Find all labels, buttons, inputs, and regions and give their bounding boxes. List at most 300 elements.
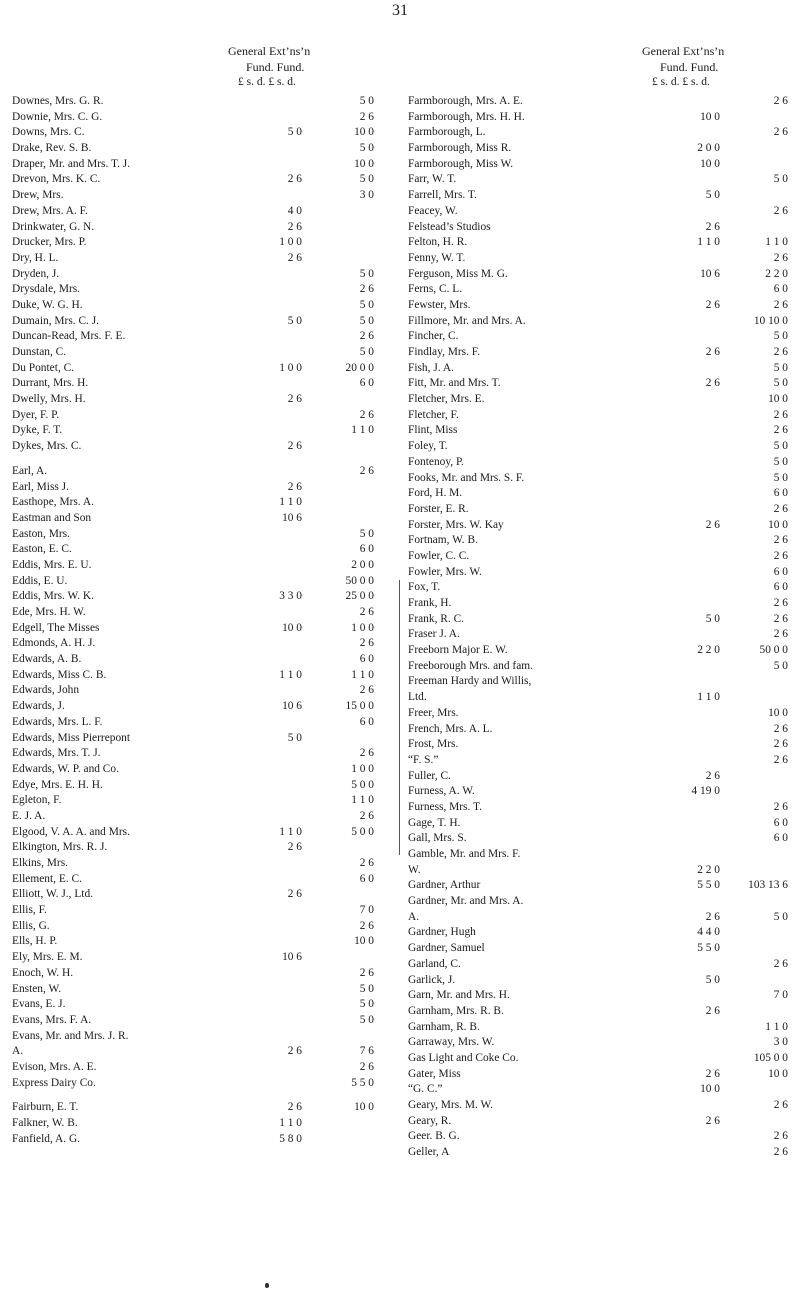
extension-fund-amount: 7 0 [359, 904, 374, 917]
extension-fund-amount: 6 0 [359, 653, 374, 666]
general-fund-amount: 2 6 [287, 841, 302, 854]
donor-name: Downie, Mrs. C. G. [12, 110, 103, 123]
extension-fund-amount: 2 6 [773, 628, 788, 641]
donor-name: Gall, Mrs. S. [408, 832, 467, 845]
list-item [408, 1129, 792, 1145]
donor-name: Farmborough, L. [408, 126, 486, 139]
donor-name: Egleton, F. [12, 794, 62, 807]
list-item [408, 941, 792, 957]
donor-name: Geer. B. G. [408, 1130, 460, 1143]
general-fund-amount: 5 0 [705, 189, 720, 202]
list-item [408, 800, 792, 816]
extension-fund-amount: 6 0 [773, 832, 788, 845]
donor-name: Drew, Mrs. A. F. [12, 204, 88, 217]
donor-name: Forster, Mrs. W. Kay [408, 518, 504, 531]
list-item [12, 94, 384, 110]
extension-fund-amount: 5 0 [359, 998, 374, 1011]
donor-name: Furness, Mrs. T. [408, 800, 482, 813]
list-item [408, 753, 792, 769]
list-item [12, 125, 384, 141]
extension-fund-amount: 10 0 [354, 1101, 374, 1114]
list-item [12, 423, 384, 439]
donor-name: Ellis, F. [12, 904, 47, 917]
list-item [12, 329, 384, 345]
list-item [12, 220, 384, 236]
general-fund-amount: 2 6 [287, 251, 302, 264]
list-item [12, 762, 384, 778]
general-fund-amount: 2 6 [705, 220, 720, 233]
extension-fund-amount: 2 6 [773, 800, 788, 813]
general-fund-amount: 5 5 0 [697, 942, 720, 955]
list-item [12, 527, 384, 543]
extension-fund-amount: 1 0 0 [351, 762, 374, 775]
donor-name: Gardner, Hugh [408, 926, 476, 939]
general-fund-amount: 5 0 [705, 973, 720, 986]
list-item [408, 816, 792, 832]
page-number: 31 [392, 2, 408, 19]
donor-name: Feacey, W. [408, 204, 458, 217]
donor-name: Fish, J. A. [408, 361, 454, 374]
list-item [408, 643, 792, 659]
donor-name: Elliott, W. J., Ltd. [12, 888, 94, 901]
list-item [408, 627, 792, 643]
list-item [408, 988, 792, 1004]
donor-name: Edwards, John [12, 684, 80, 697]
general-fund-amount: 4 19 0 [691, 785, 720, 798]
extension-fund-amount: 2 6 [773, 597, 788, 609]
donor-name: Ely, Mrs. E. M. [12, 951, 83, 964]
donor-name: Fairburn, E. T. [12, 1101, 79, 1114]
extension-fund-amount: 2 6 [773, 1099, 788, 1111]
extension-fund-amount: 2 6 [773, 612, 788, 625]
list-item [408, 220, 792, 236]
extension-fund-amount: 2 6 [359, 684, 374, 697]
extension-fund-amount: 5 0 [359, 982, 374, 995]
donor-name: Eastman and Son [12, 511, 92, 524]
extension-fund-amount: 3 0 [773, 1036, 788, 1049]
list-item [408, 455, 792, 471]
extension-fund-amount: 1 1 0 [351, 424, 374, 437]
list-item [408, 172, 792, 188]
general-fund-amount: 2 0 0 [697, 142, 720, 155]
list-item [408, 282, 792, 298]
extension-fund-amount: 10 0 [354, 126, 374, 139]
extension-fund-amount: 2 6 [773, 204, 788, 217]
list-item [408, 878, 792, 894]
list-item [408, 847, 792, 863]
list-item [408, 533, 792, 549]
donor-name: Edwards, Mrs. L. F. [12, 715, 103, 728]
list-item [408, 1082, 792, 1098]
donor-name: Garraway, Mrs. W. [408, 1036, 495, 1049]
general-fund-amount: 10 6 [700, 267, 720, 280]
extension-fund-amount: 2 6 [773, 753, 788, 766]
extension-fund-amount: 5 0 [359, 1013, 374, 1026]
list-item [408, 894, 792, 910]
extension-fund-amount: 2 6 [773, 534, 788, 547]
extension-fund-amount: 6 0 [773, 565, 788, 578]
extension-fund-amount: 2 6 [773, 738, 788, 751]
list-item [12, 345, 384, 361]
donor-name: Du Pontet, C. [12, 361, 75, 374]
donor-name: Ferns, C. L. [408, 283, 463, 296]
general-fund-amount: 1 1 0 [279, 496, 302, 509]
donor-name: Ellement, E. C. [12, 872, 82, 885]
general-fund-amount: 5 0 [287, 126, 302, 139]
list-item [12, 668, 384, 684]
list-item [12, 1100, 384, 1116]
donor-name: Easton, E. C. [12, 543, 72, 556]
general-fund-amount: 3 3 0 [279, 590, 302, 603]
extension-fund-amount: 5 0 [359, 267, 374, 280]
list-item [12, 887, 384, 903]
list-item [12, 982, 384, 998]
donor-name: Fowler, Mrs. W. [408, 565, 482, 578]
list-item [408, 1114, 792, 1130]
donor-name: Gas Light and Coke Co. [408, 1051, 519, 1064]
extension-fund-amount: 2 6 [359, 110, 374, 123]
extension-fund-amount: 5 0 [359, 298, 374, 311]
donor-name: Dwelly, Mrs. H. [12, 393, 86, 406]
extension-fund-amount: 10 0 [354, 157, 374, 170]
donor-name: Forster, E. R. [408, 502, 469, 515]
list-item [12, 267, 384, 283]
extension-fund-amount: 6 0 [773, 283, 788, 296]
donor-name: Gage, T. H. [408, 816, 461, 829]
general-fund-amount: 2 6 [705, 1114, 720, 1127]
donor-name: “F. S.” [408, 753, 439, 766]
extension-fund-amount: 10 0 [354, 935, 374, 948]
donor-name: Fowler, C. C. [408, 549, 470, 562]
right-header-title: General Ext’ns’n [642, 44, 725, 58]
donor-name: Fooks, Mr. and Mrs. S. F. [408, 471, 525, 484]
list-item [408, 925, 792, 941]
donor-name: Edmonds, A. H. J. [12, 637, 96, 650]
list-item [12, 872, 384, 888]
donor-name: Frank, R. C. [408, 612, 465, 625]
general-fund-amount: 1 1 0 [697, 236, 720, 249]
donor-name: Freer, Mrs. [408, 706, 459, 719]
extension-fund-amount: 5 0 0 [351, 825, 374, 838]
extension-fund-amount: 1 1 0 [765, 1020, 788, 1033]
donor-name: Geary, Mrs. M. W. [408, 1099, 493, 1111]
list-item [12, 298, 384, 314]
donor-name: Dunstan, C. [12, 346, 67, 358]
list-item [12, 1076, 384, 1092]
donor-name: Fletcher, F. [408, 408, 459, 421]
general-fund-amount: 2 6 [287, 393, 302, 406]
list-item [408, 1035, 792, 1051]
extension-fund-amount: 2 6 [359, 637, 374, 650]
extension-fund-amount: 5 0 [773, 910, 788, 923]
extension-fund-amount: 2 6 [773, 549, 788, 562]
donor-name: Easton, Mrs. [12, 527, 70, 540]
list-item [408, 518, 792, 534]
donor-name: Edwards, Miss C. B. [12, 668, 107, 681]
list-item [12, 439, 384, 455]
list-item [408, 94, 792, 110]
donor-name: Dyer, F. P. [12, 408, 60, 421]
list-item [12, 1013, 384, 1029]
extension-fund-amount: 2 6 [359, 283, 374, 296]
list-item [408, 580, 792, 596]
extension-fund-amount: 5 0 [773, 361, 788, 374]
general-fund-amount: 2 6 [705, 298, 720, 311]
right-currency-units [408, 76, 792, 92]
extension-fund-amount: 2 6 [773, 502, 788, 515]
extension-fund-amount: 2 6 [773, 126, 788, 139]
extension-fund-amount: 2 6 [773, 1146, 788, 1159]
extension-fund-amount: 6 0 [773, 487, 788, 500]
list-item [408, 376, 792, 392]
general-fund-amount: 5 0 [287, 731, 302, 744]
extension-fund-amount: 2 6 [773, 1130, 788, 1143]
donor-name: Ferguson, Miss M. G. [408, 267, 508, 280]
list-item [408, 502, 792, 518]
general-fund-amount: 2 6 [287, 220, 302, 233]
right-header [408, 44, 792, 60]
general-fund-amount: 2 6 [705, 1004, 720, 1017]
extension-fund-amount: 103 13 6 [748, 879, 788, 892]
list-item [12, 408, 384, 424]
general-fund-amount: 10 0 [700, 157, 720, 170]
donor-name: Evans, Mr. and Mrs. J. R. [12, 1029, 129, 1042]
donor-name: Furness, A. W. [408, 785, 475, 798]
extension-fund-amount: 15 0 0 [345, 700, 374, 713]
column-divider [399, 580, 400, 855]
list-item [12, 621, 384, 637]
list-item [408, 737, 792, 753]
extension-fund-amount: 2 6 [773, 722, 788, 735]
extension-fund-amount: 25 0 0 [345, 590, 374, 603]
list-item [408, 1051, 792, 1067]
list-item [408, 141, 792, 157]
extension-fund-amount: 5 0 [773, 440, 788, 453]
donor-name: Enoch, W. H. [12, 966, 74, 979]
list-item [12, 605, 384, 621]
left-currency-units [12, 76, 384, 92]
extension-fund-amount: 5 0 [773, 471, 788, 484]
donor-name: Express Dairy Co. [12, 1076, 96, 1089]
list-item [408, 596, 792, 612]
general-fund-amount: 1 1 0 [279, 825, 302, 838]
list-item [12, 1044, 384, 1060]
donor-name: Edgell, The Misses [12, 621, 100, 634]
donor-name: Edye, Mrs. E. H. H. [12, 778, 103, 791]
list-item [12, 542, 384, 558]
extension-fund-amount: 2 6 [359, 809, 374, 822]
donor-name: Drucker, Mrs. P. [12, 236, 87, 249]
list-item [12, 825, 384, 841]
donor-name: Garland, C. [408, 957, 461, 970]
list-item [12, 683, 384, 699]
general-fund-amount: 1 1 0 [697, 691, 720, 704]
donor-name: Gardner, Samuel [408, 942, 485, 955]
list-item [408, 706, 792, 722]
donor-name: Fontenoy, P. [408, 455, 464, 468]
extension-fund-amount: 50 0 0 [345, 574, 374, 587]
donor-name: Duke, W. G. H. [12, 298, 83, 311]
list-item [12, 778, 384, 794]
extension-fund-amount: 10 0 [768, 518, 788, 531]
general-fund-amount: 2 2 0 [697, 644, 720, 657]
donor-name: Drake, Rev. S. B. [12, 142, 92, 155]
donor-name: Downes, Mrs. G. R. [12, 95, 104, 107]
right-header-funds [408, 60, 792, 76]
donor-name: Downs, Mrs. C. [12, 126, 85, 139]
donor-name: Garn, Mr. and Mrs. H. [408, 989, 510, 1002]
extension-fund-amount: 10 0 [768, 1067, 788, 1080]
list-item [12, 746, 384, 762]
left-entries [12, 94, 384, 1147]
list-item [12, 157, 384, 173]
donor-name: Drevon, Mrs. K. C. [12, 173, 101, 186]
extension-fund-amount: 20 0 0 [345, 361, 374, 374]
donor-name: Edwards, W. P. and Co. [12, 762, 119, 775]
list-item [12, 699, 384, 715]
list-item [408, 392, 792, 408]
extension-fund-amount: 7 6 [359, 1045, 374, 1058]
list-item [12, 919, 384, 935]
extension-fund-amount: 6 0 [359, 543, 374, 556]
list-item [12, 141, 384, 157]
donor-name: Duncan-Read, Mrs. F. E. [12, 330, 126, 343]
donor-name: Dryden, J. [12, 267, 60, 280]
list-item [12, 903, 384, 919]
donor-name: Farrell, Mrs. T. [408, 189, 477, 202]
donor-name: Freeman Hardy and Willis, [408, 675, 532, 688]
donor-name: Gardner, Mr. and Mrs. A. [408, 895, 524, 908]
list-item [12, 652, 384, 668]
extension-fund-amount: 2 6 [773, 298, 788, 311]
donor-name: Fanfield, A. G. [12, 1132, 81, 1145]
list-item [408, 188, 792, 204]
general-fund-amount: 2 6 [287, 888, 302, 901]
donor-name: Durrant, Mrs. H. [12, 377, 89, 390]
extension-fund-amount: 5 0 [359, 346, 374, 358]
left-header-funds [12, 60, 384, 76]
donor-name: “G. C.” [408, 1083, 443, 1096]
list-item [12, 950, 384, 966]
general-fund-amount: 2 6 [287, 1045, 302, 1058]
extension-fund-amount: 5 0 [773, 455, 788, 468]
general-fund-amount: 2 6 [705, 1067, 720, 1080]
donor-name: Edwards, Mrs. T. J. [12, 747, 101, 760]
list-item [12, 251, 384, 267]
donor-name: Fox, T. [408, 581, 441, 594]
general-fund-amount: 2 6 [287, 1101, 302, 1114]
extension-fund-amount: 6 0 [359, 872, 374, 885]
general-fund-amount: 10 6 [282, 951, 302, 964]
list-item [408, 235, 792, 251]
list-item [408, 1098, 792, 1114]
ink-mark [265, 1283, 269, 1288]
list-item [12, 793, 384, 809]
list-item [12, 558, 384, 574]
list-item [408, 831, 792, 847]
list-item [408, 659, 792, 675]
list-item [12, 574, 384, 590]
list-item [12, 1060, 384, 1076]
list-item [12, 314, 384, 330]
extension-fund-amount: 50 0 0 [759, 644, 788, 657]
donor-name: Dumain, Mrs. C. J. [12, 314, 100, 327]
donor-name: Farmborough, Miss R. [408, 142, 512, 155]
donor-name: Garlick, J. [408, 973, 456, 986]
donor-name: Dykes, Mrs. C. [12, 440, 82, 453]
list-item [12, 715, 384, 731]
list-item [12, 1132, 384, 1148]
extension-fund-amount: 2 6 [359, 857, 374, 869]
donor-name: Farmborough, Mrs. H. H. [408, 110, 525, 123]
right-header-fund-labels: Fund. Fund. [660, 60, 719, 74]
donor-name: Evans, E. J. [12, 998, 66, 1011]
donor-name: Evans, Mrs. F. A. [12, 1013, 92, 1026]
extension-fund-amount: 5 0 [359, 314, 374, 327]
donor-name: Evison, Mrs. A. E. [12, 1060, 97, 1073]
list-item [408, 973, 792, 989]
donor-name: Freeborn Major E. W. [408, 644, 508, 657]
donor-name: A. [12, 1045, 24, 1058]
general-fund-amount: 1 1 0 [279, 668, 302, 681]
right-column [408, 44, 792, 1161]
general-fund-amount: 4 0 [287, 204, 302, 217]
extension-fund-amount: 2 6 [359, 1060, 374, 1073]
donor-name: Flint, Miss [408, 424, 458, 437]
list-item [408, 298, 792, 314]
left-header-fund-labels: Fund. Fund. [246, 60, 305, 74]
general-fund-amount: 1 0 0 [279, 361, 302, 374]
extension-fund-amount: 2 6 [359, 966, 374, 979]
general-fund-amount: 2 2 0 [697, 863, 720, 876]
general-fund-amount: 5 8 0 [279, 1132, 302, 1145]
extension-fund-amount: 2 0 0 [351, 558, 374, 571]
list-item [408, 204, 792, 220]
list-item [12, 464, 384, 480]
list-item [408, 863, 792, 879]
list-item [408, 251, 792, 267]
list-item [12, 480, 384, 496]
extension-fund-amount: 2 6 [359, 606, 374, 618]
general-fund-amount: 10 6 [282, 700, 302, 713]
extension-fund-amount: 2 6 [773, 424, 788, 437]
general-fund-amount: 10 0 [282, 621, 302, 634]
list-item [12, 376, 384, 392]
extension-fund-amount: 1 1 0 [765, 236, 788, 249]
list-item [12, 511, 384, 527]
list-item [12, 188, 384, 204]
list-item [408, 157, 792, 173]
donor-name: Ells, H. P. [12, 935, 58, 948]
list-item [12, 172, 384, 188]
list-item [12, 282, 384, 298]
donor-name: Findlay, Mrs. F. [408, 346, 481, 358]
extension-fund-amount: 5 0 [773, 659, 788, 672]
donor-name: Fitt, Mr. and Mrs. T. [408, 377, 501, 390]
extension-fund-amount: 5 0 [359, 173, 374, 186]
extension-fund-amount: 2 6 [359, 919, 374, 932]
left-header-title: General Ext’ns’n [228, 44, 311, 58]
donor-name: Geller, A [408, 1146, 450, 1159]
general-fund-amount: 4 4 0 [697, 926, 720, 939]
list-item [408, 423, 792, 439]
donor-name: Dyke, F. T. [12, 424, 63, 437]
extension-fund-amount: 2 6 [773, 408, 788, 421]
donor-name: Fillmore, Mr. and Mrs. A. [408, 314, 526, 327]
general-fund-amount: 2 6 [287, 440, 302, 453]
list-item [408, 722, 792, 738]
extension-fund-amount: 5 5 0 [351, 1076, 374, 1089]
